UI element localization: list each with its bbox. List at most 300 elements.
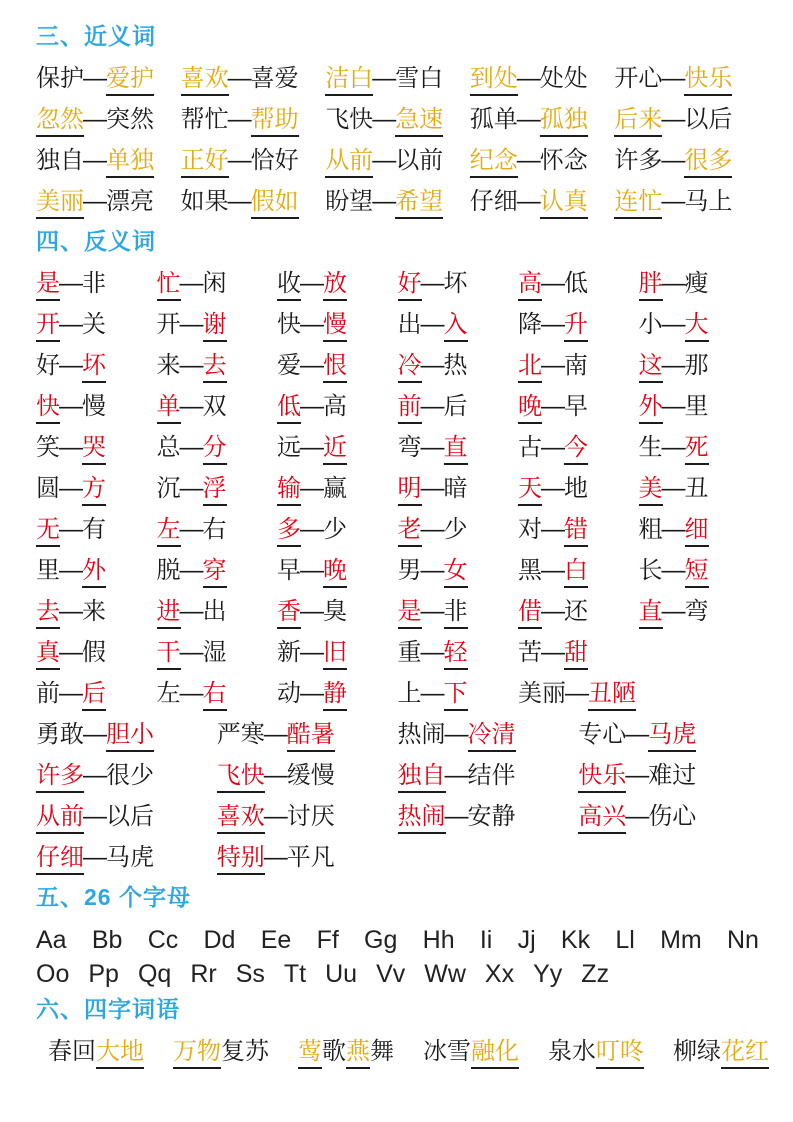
dash: — — [541, 434, 565, 461]
dash: — — [179, 311, 204, 338]
word-segment: 很多 — [684, 145, 732, 178]
dash: — — [83, 844, 107, 871]
word-segment: 春回 — [48, 1038, 96, 1065]
word-segment: 右 — [203, 678, 227, 711]
dash: — — [541, 557, 565, 584]
word-segment: 假如 — [251, 186, 299, 219]
word-segment: 突然 — [106, 106, 154, 133]
dash: — — [661, 475, 686, 502]
word-pair — [639, 432, 760, 465]
word-pair — [277, 678, 398, 711]
word-pair — [36, 473, 157, 506]
word-pair — [423, 1036, 519, 1069]
dash: — — [227, 188, 252, 215]
dash: — — [300, 311, 324, 338]
word-segment: 处处 — [539, 65, 588, 92]
dash: — — [179, 516, 204, 543]
letter-pair: Zz — [581, 960, 610, 988]
word-pair — [277, 309, 398, 342]
dash: — — [59, 516, 83, 543]
word-segment: 穿 — [203, 555, 227, 588]
word-segment: 结伴 — [467, 762, 516, 789]
word-segment: 喜欢 — [217, 801, 265, 834]
dash: — — [661, 311, 686, 338]
dash: — — [661, 352, 686, 379]
dash: — — [516, 65, 541, 92]
word-segment: 借 — [518, 596, 542, 629]
word-pair — [157, 637, 278, 670]
word-segment: 前 — [36, 680, 60, 707]
word-pair — [614, 63, 759, 96]
word-segment: 认真 — [540, 186, 588, 219]
word-pair — [470, 104, 615, 137]
dash: — — [59, 434, 83, 461]
word-pair — [325, 104, 470, 137]
dash: — — [300, 557, 324, 584]
word-segment: 升 — [564, 309, 588, 342]
dash: — — [300, 680, 324, 707]
word-pair — [398, 432, 519, 465]
word-pair — [639, 391, 760, 424]
word-segment: 急速 — [395, 104, 443, 137]
word-segment: 美 — [639, 473, 663, 506]
letter-pair: Nn — [726, 926, 759, 954]
word-segment: 讨厌 — [286, 803, 335, 830]
word-segment: 快 — [36, 391, 60, 424]
letter-pair: Ee — [260, 926, 292, 954]
word-pair — [398, 514, 519, 547]
dash: — — [59, 475, 83, 502]
word-pair — [36, 719, 217, 752]
dash: — — [263, 762, 288, 789]
word-segment: 沉 — [156, 475, 181, 502]
word-segment: 怀念 — [539, 147, 588, 174]
word-segment: 里 — [36, 557, 60, 584]
word-segment: 喜欢 — [181, 63, 229, 96]
word-pair — [157, 555, 278, 588]
word-pair — [470, 145, 615, 178]
letter-pair: Jj — [517, 926, 536, 954]
word-pair — [518, 432, 639, 465]
word-row — [36, 350, 759, 383]
word-segment: 许多 — [614, 147, 663, 174]
word-pair — [36, 186, 181, 219]
word-pair — [398, 309, 519, 342]
word-row — [36, 1036, 769, 1069]
word-pair — [639, 350, 760, 383]
word-segment: 仔细 — [469, 188, 518, 215]
word-segment: 直 — [444, 432, 468, 465]
section-four-char-words — [36, 995, 769, 1069]
word-segment: 开 — [156, 311, 181, 338]
dash: — — [263, 803, 288, 830]
word-segment: 里 — [684, 393, 709, 420]
word-segment: 黑 — [518, 557, 542, 584]
word-segment: 甜 — [564, 637, 588, 670]
word-segment: 坏 — [82, 350, 106, 383]
word-segment: 许多 — [36, 760, 84, 793]
word-pair — [518, 596, 639, 629]
word-segment: 胆小 — [106, 719, 154, 752]
word-segment: 瘦 — [684, 270, 709, 297]
word-segment: 短 — [685, 555, 709, 588]
word-segment: 泉水 — [548, 1038, 596, 1065]
word-segment: 纪念 — [470, 145, 518, 178]
word-pair — [36, 637, 157, 670]
word-segment: 缓慢 — [286, 762, 335, 789]
synonyms-rows — [36, 63, 759, 219]
dash: — — [661, 393, 686, 420]
word-pair — [157, 473, 278, 506]
word-segment: 入 — [444, 309, 468, 342]
word-segment: 湿 — [202, 639, 227, 666]
word-segment: 远 — [277, 434, 301, 461]
letter-pair: Vv — [376, 960, 406, 988]
section-title-synonyms: 三、近义词 — [36, 23, 156, 49]
word-row — [36, 268, 759, 301]
word-segment: 歌 — [322, 1038, 346, 1065]
dash: — — [179, 270, 204, 297]
dash: — — [300, 393, 324, 420]
word-pair — [614, 186, 759, 219]
letter-pair: Ll — [615, 926, 635, 954]
word-segment: 左 — [157, 514, 181, 547]
word-row — [36, 186, 759, 219]
word-pair — [614, 145, 759, 178]
word-segment: 直 — [639, 596, 663, 629]
word-row — [36, 104, 759, 137]
word-pair — [518, 473, 639, 506]
word-segment: 快乐 — [578, 760, 626, 793]
word-segment: 出 — [397, 311, 422, 338]
word-row — [36, 309, 759, 342]
word-segment: 高 — [518, 268, 542, 301]
word-segment: 总 — [156, 434, 181, 461]
alphabet-row — [36, 924, 759, 957]
word-pair — [157, 268, 278, 301]
word-pair — [36, 842, 217, 875]
section-title-antonyms: 四、反义词 — [36, 228, 156, 254]
word-pair — [325, 63, 470, 96]
word-segment: 早 — [277, 557, 301, 584]
word-segment: 伤心 — [648, 803, 697, 830]
word-segment: 非 — [82, 270, 106, 297]
word-segment: 帮忙 — [180, 106, 229, 133]
dash: — — [372, 65, 397, 92]
word-pair — [157, 514, 278, 547]
dash: — — [420, 434, 445, 461]
word-pair — [36, 678, 157, 711]
word-pair — [614, 104, 759, 137]
letter-pair: Aa — [36, 926, 67, 954]
word-segment: 少 — [443, 516, 468, 543]
dash: — — [541, 352, 565, 379]
section-letters — [36, 883, 759, 991]
word-pair — [518, 514, 639, 547]
word-segment: 弯 — [397, 434, 422, 461]
letter-pair: Dd — [203, 926, 236, 954]
section-title-letters: 五、26 个字母 — [36, 884, 191, 910]
word-segment: 多 — [277, 514, 301, 547]
word-segment: 特别 — [217, 842, 265, 875]
word-pair — [36, 432, 157, 465]
word-segment: 马虎 — [106, 844, 154, 871]
dash: — — [179, 557, 204, 584]
word-segment: 热闹 — [398, 801, 446, 834]
word-segment: 谢 — [203, 309, 227, 342]
word-segment: 热闹 — [397, 721, 446, 748]
word-segment: 舞 — [370, 1038, 394, 1065]
word-segment: 专心 — [578, 721, 627, 748]
dash: — — [661, 557, 686, 584]
word-pair — [217, 760, 398, 793]
dash: — — [59, 557, 83, 584]
dash: — — [300, 598, 324, 625]
word-pair — [398, 473, 519, 506]
dash: — — [179, 393, 204, 420]
word-pair — [217, 842, 398, 875]
word-segment: 新 — [277, 639, 301, 666]
word-segment: 分 — [203, 432, 227, 465]
dash: — — [661, 270, 686, 297]
word-segment: 女 — [444, 555, 468, 588]
word-segment: 假 — [82, 639, 106, 666]
word-segment: 盼望 — [325, 188, 374, 215]
word-pair — [325, 186, 470, 219]
word-segment: 以后 — [106, 803, 154, 830]
word-segment: 苦 — [518, 639, 542, 666]
dash: — — [444, 721, 469, 748]
word-pair — [277, 473, 398, 506]
word-segment: 如果 — [180, 188, 229, 215]
letter-pair: Gg — [364, 926, 398, 954]
word-pair — [181, 145, 326, 178]
word-segment: 快乐 — [684, 63, 732, 96]
dash: — — [179, 352, 204, 379]
word-row — [36, 842, 759, 875]
section-title-four-char-words: 六、四字词语 — [36, 996, 180, 1022]
dash: — — [59, 352, 83, 379]
word-segment: 花红 — [721, 1036, 769, 1069]
word-segment: 忙 — [157, 268, 181, 301]
word-pair — [36, 391, 157, 424]
word-segment: 关 — [82, 311, 106, 338]
word-segment: 孤单 — [469, 106, 518, 133]
dash: — — [541, 475, 565, 502]
word-segment: 洁白 — [325, 63, 373, 96]
word-pair — [673, 1036, 769, 1069]
word-row — [36, 801, 759, 834]
word-pair — [36, 63, 181, 96]
word-segment: 弯 — [684, 598, 709, 625]
word-segment: 莺 — [298, 1036, 322, 1069]
word-pair — [639, 268, 760, 301]
word-pair — [157, 350, 278, 383]
letter-pair: Bb — [91, 926, 123, 954]
letter-pair: Uu — [325, 960, 358, 988]
dash: — — [565, 680, 589, 707]
word-segment: 丑陋 — [588, 678, 636, 711]
letter-pair: Mm — [660, 926, 702, 954]
word-pair — [639, 309, 760, 342]
letter-pair: Yy — [533, 960, 563, 988]
word-segment: 有 — [82, 516, 106, 543]
antonyms-rows — [36, 268, 759, 875]
word-pair — [173, 1036, 269, 1069]
letter-pair: Tt — [283, 960, 307, 988]
word-segment: 开 — [36, 309, 60, 342]
word-segment: 保护 — [36, 65, 84, 92]
word-row — [36, 473, 759, 506]
word-pair — [398, 596, 519, 629]
word-segment: 大地 — [96, 1036, 144, 1069]
dash: — — [625, 803, 650, 830]
word-pair — [36, 596, 157, 629]
word-segment: 脱 — [156, 557, 181, 584]
word-segment: 外 — [82, 555, 106, 588]
word-segment: 帮助 — [251, 104, 299, 137]
letter-pair: Qq — [137, 960, 172, 988]
word-segment: 单 — [157, 391, 181, 424]
word-segment: 大 — [685, 309, 709, 342]
word-segment: 融化 — [471, 1036, 519, 1069]
dash: — — [661, 147, 686, 174]
dash: — — [83, 188, 107, 215]
dash: — — [59, 311, 83, 338]
dash: — — [83, 65, 107, 92]
word-segment: 从前 — [325, 145, 373, 178]
word-segment: 孤独 — [540, 104, 588, 137]
dash: — — [227, 106, 252, 133]
word-segment: 天 — [518, 473, 542, 506]
word-segment: 仔细 — [36, 842, 84, 875]
word-pair — [181, 186, 326, 219]
word-segment: 高兴 — [578, 801, 626, 834]
word-segment: 冰雪 — [423, 1038, 471, 1065]
word-pair — [639, 596, 760, 629]
word-segment: 低 — [277, 391, 301, 424]
word-segment: 南 — [564, 352, 588, 379]
word-segment: 低 — [564, 270, 588, 297]
word-segment: 漂亮 — [106, 188, 154, 215]
word-segment: 无 — [36, 514, 60, 547]
word-segment: 对 — [518, 516, 542, 543]
dash: — — [83, 721, 107, 748]
word-segment: 坏 — [443, 270, 468, 297]
dash: — — [179, 639, 204, 666]
dash: — — [372, 106, 397, 133]
alphabet-row — [36, 958, 759, 991]
word-segment: 干 — [157, 637, 181, 670]
word-segment: 地 — [564, 475, 588, 502]
word-segment: 降 — [518, 311, 542, 338]
word-pair — [639, 514, 760, 547]
letter-pair: Ff — [316, 926, 339, 954]
word-pair — [578, 801, 759, 834]
dash: — — [263, 721, 288, 748]
word-pair — [157, 391, 278, 424]
word-row — [36, 596, 759, 629]
dash: — — [59, 598, 83, 625]
dash: — — [420, 598, 445, 625]
word-segment: 雪白 — [395, 65, 444, 92]
word-segment: 轻 — [444, 637, 468, 670]
word-segment: 忽然 — [36, 104, 84, 137]
dash: — — [300, 270, 324, 297]
word-row — [36, 391, 759, 424]
word-segment: 柳绿 — [673, 1038, 721, 1065]
word-segment: 高 — [323, 393, 347, 420]
dash: — — [59, 270, 83, 297]
word-pair — [398, 350, 519, 383]
dash: — — [420, 639, 445, 666]
dash: — — [541, 393, 565, 420]
word-pair — [639, 555, 760, 588]
word-segment: 正好 — [181, 145, 229, 178]
dash: — — [661, 65, 686, 92]
word-segment: 双 — [202, 393, 227, 420]
word-segment: 后来 — [614, 104, 662, 137]
dash: — — [83, 147, 107, 174]
word-segment: 右 — [202, 516, 227, 543]
word-segment: 来 — [82, 598, 106, 625]
letter-pair: Xx — [484, 960, 515, 988]
letter-pair: Cc — [147, 926, 179, 954]
word-row — [36, 514, 759, 547]
word-segment: 老 — [398, 514, 422, 547]
word-segment: 叮咚 — [596, 1036, 644, 1069]
word-pair — [518, 555, 639, 588]
word-segment: 方 — [82, 473, 106, 506]
word-row — [36, 637, 759, 670]
word-segment: 小 — [638, 311, 663, 338]
dash: — — [420, 680, 445, 707]
word-segment: 来 — [156, 352, 181, 379]
word-pair — [277, 391, 398, 424]
word-pair — [36, 760, 217, 793]
dash: — — [372, 147, 397, 174]
dash: — — [179, 598, 204, 625]
word-segment: 进 — [157, 596, 181, 629]
word-segment: 爱护 — [106, 63, 154, 96]
dash: — — [59, 639, 83, 666]
word-segment: 左 — [156, 680, 181, 707]
word-segment: 单独 — [106, 145, 154, 178]
word-pair — [518, 268, 639, 301]
dash: — — [83, 106, 107, 133]
dash: — — [661, 598, 686, 625]
word-segment: 飞快 — [325, 106, 374, 133]
word-segment: 生 — [638, 434, 663, 461]
word-segment: 严寒 — [216, 721, 265, 748]
word-pair — [181, 63, 326, 96]
word-segment: 长 — [638, 557, 663, 584]
word-segment: 美丽 — [518, 680, 566, 707]
word-segment: 输 — [277, 473, 301, 506]
word-segment: 错 — [564, 514, 588, 547]
word-pair — [398, 268, 519, 301]
word-segment: 恨 — [323, 350, 347, 383]
word-pair — [298, 1036, 394, 1069]
word-segment: 美丽 — [36, 186, 84, 219]
word-pair — [639, 473, 760, 506]
word-pair — [518, 350, 639, 383]
word-pair — [36, 801, 217, 834]
letter-pair: Ww — [424, 960, 466, 988]
dash: — — [179, 680, 204, 707]
word-segment: 上 — [397, 680, 422, 707]
word-pair — [518, 678, 639, 711]
